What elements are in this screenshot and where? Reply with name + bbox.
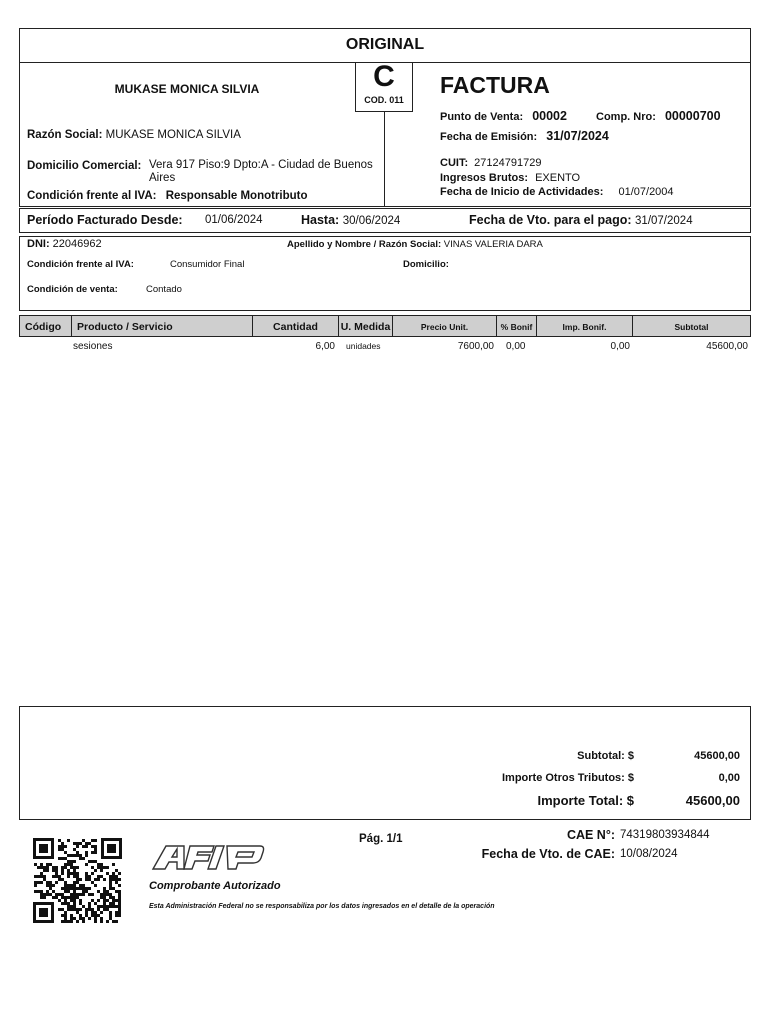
issuer-iva-value: Responsable Monotributo <box>165 190 308 202</box>
client-domicilio-label: Domicilio: <box>403 259 449 270</box>
col-bonif-pct: % Bonif <box>497 316 537 337</box>
condicion-venta-value: Contado <box>146 284 182 295</box>
periodo-desde-label: Período Facturado Desde: <box>27 213 183 227</box>
ingresos-brutos-row <box>440 172 580 184</box>
afip-logo <box>150 842 266 872</box>
periodo-hasta-row <box>301 213 400 227</box>
ingresos-brutos-value: EXENTO <box>535 172 581 184</box>
otros-tributos-value: 0,00 <box>718 772 740 784</box>
client-iva-value: Consumidor Final <box>170 259 245 270</box>
importe-total-value: 45600,00 <box>685 793 740 808</box>
vto-pago-row <box>469 213 693 227</box>
cuit-row <box>440 157 541 169</box>
totals-box <box>19 706 751 820</box>
col-codigo: Código <box>20 316 72 337</box>
cuit-value: 27124791729 <box>474 157 542 169</box>
doc-code: COD. 011 <box>364 95 404 105</box>
client-name-label: Apellido y Nombre / Razón Social: <box>287 239 442 250</box>
fecha-emision-label: Fecha de Emisión: <box>440 131 538 143</box>
client-name-value: VINAS VALERIA DARA <box>443 239 543 250</box>
comp-nro-label: Comp. Nro: <box>596 111 656 123</box>
client-iva-label: Condición frente al IVA: <box>27 259 134 270</box>
col-subtotal: Subtotal <box>674 321 709 332</box>
comp-nro-row <box>596 109 721 123</box>
ingresos-brutos-label: Ingresos Brutos: <box>440 172 529 184</box>
comp-nro-value: 00000700 <box>664 109 721 123</box>
dni-label: DNI: <box>27 238 50 250</box>
col-producto: Producto / Servicio <box>72 316 253 337</box>
periodo-hasta-label: Hasta: <box>301 213 340 227</box>
cell-producto: sesiones <box>73 341 113 352</box>
cae-vto-label: Fecha de Vto. de CAE: <box>481 847 615 861</box>
cae-label: CAE N°: <box>566 828 615 842</box>
table-row <box>19 341 751 357</box>
qr-code <box>33 838 122 923</box>
col-bonif-imp: Imp. Bonif. <box>537 316 633 337</box>
razon-social-row <box>27 129 241 141</box>
inicio-actividades-row <box>440 186 674 198</box>
issuer-iva-label: Condición frente al IVA: <box>27 190 157 202</box>
domicilio-line-1: Vera 917 Piso:9 Dpto:A - Ciudad de Buenos <box>149 159 373 171</box>
domicilio-line-2: Aires <box>149 172 176 184</box>
page-number: Pág. 1/1 <box>359 833 403 845</box>
issuer-name: MUKASE MONICA SILVIA <box>114 82 260 96</box>
col-cantidad: Cantidad <box>253 316 339 337</box>
cell-medida: unidades <box>346 341 381 351</box>
doc-letter: C <box>373 60 395 93</box>
inicio-actividades-value: 01/07/2004 <box>618 186 674 198</box>
vto-pago-label: Fecha de Vto. para el pago: <box>469 213 632 227</box>
subtotal-value: 45600,00 <box>694 750 740 762</box>
disclaimer: Esta Administración Federal no se responsabiliza por los datos ingresados en el detalle de la operación <box>149 903 495 910</box>
periodo-desde-value: 01/06/2024 <box>205 214 263 226</box>
copy-label: ORIGINAL <box>345 36 425 53</box>
cae-value: 74319803934844 <box>620 829 710 841</box>
col-medida: U. Medida <box>339 316 393 337</box>
domicilio-comercial-label: Domicilio Comercial: <box>27 160 142 172</box>
cell-bonif-imp: 0,00 <box>610 341 630 352</box>
periodo-hasta-value: 30/06/2024 <box>342 215 401 227</box>
domicilio-comercial-value <box>149 159 373 185</box>
razon-social-label: Razón Social: <box>27 129 103 141</box>
cell-bonif-pct: 0,00 <box>506 341 526 352</box>
dni-row <box>27 238 102 250</box>
subtotal-label: Subtotal: $ <box>577 750 634 762</box>
items-table-header <box>19 315 751 337</box>
razon-social-value: MUKASE MONICA SILVIA <box>105 129 241 141</box>
fecha-emision-value: 31/07/2024 <box>546 129 609 143</box>
col-precio: Precio Unit. <box>393 316 497 337</box>
punto-venta-row <box>440 109 567 123</box>
importe-total-label: Importe Total: $ <box>537 793 634 808</box>
condicion-venta-label: Condición de venta: <box>27 284 118 295</box>
header-center-divider <box>384 112 385 206</box>
client-name-row <box>287 239 543 250</box>
fecha-emision-row <box>440 129 609 143</box>
comprobante-autorizado: Comprobante Autorizado <box>149 880 281 892</box>
client-domicilio-row <box>403 259 449 270</box>
inicio-actividades-label: Fecha de Inicio de Actividades: <box>440 186 604 198</box>
issuer-iva-row <box>27 190 308 202</box>
punto-venta-label: Punto de Venta: <box>440 111 524 123</box>
punto-venta-value: 00002 <box>532 109 567 123</box>
cell-subtotal: 45600,00 <box>706 341 748 352</box>
otros-tributos-label: Importe Otros Tributos: $ <box>501 772 634 784</box>
vto-pago-value: 31/07/2024 <box>635 215 693 227</box>
cuit-label: CUIT: <box>440 157 469 169</box>
dni-value: 22046962 <box>52 238 102 250</box>
cae-vto-value: 10/08/2024 <box>620 848 678 860</box>
cell-cantidad: 6,00 <box>315 341 335 352</box>
cell-precio: 7600,00 <box>457 341 494 352</box>
doc-type: FACTURA <box>440 72 550 98</box>
